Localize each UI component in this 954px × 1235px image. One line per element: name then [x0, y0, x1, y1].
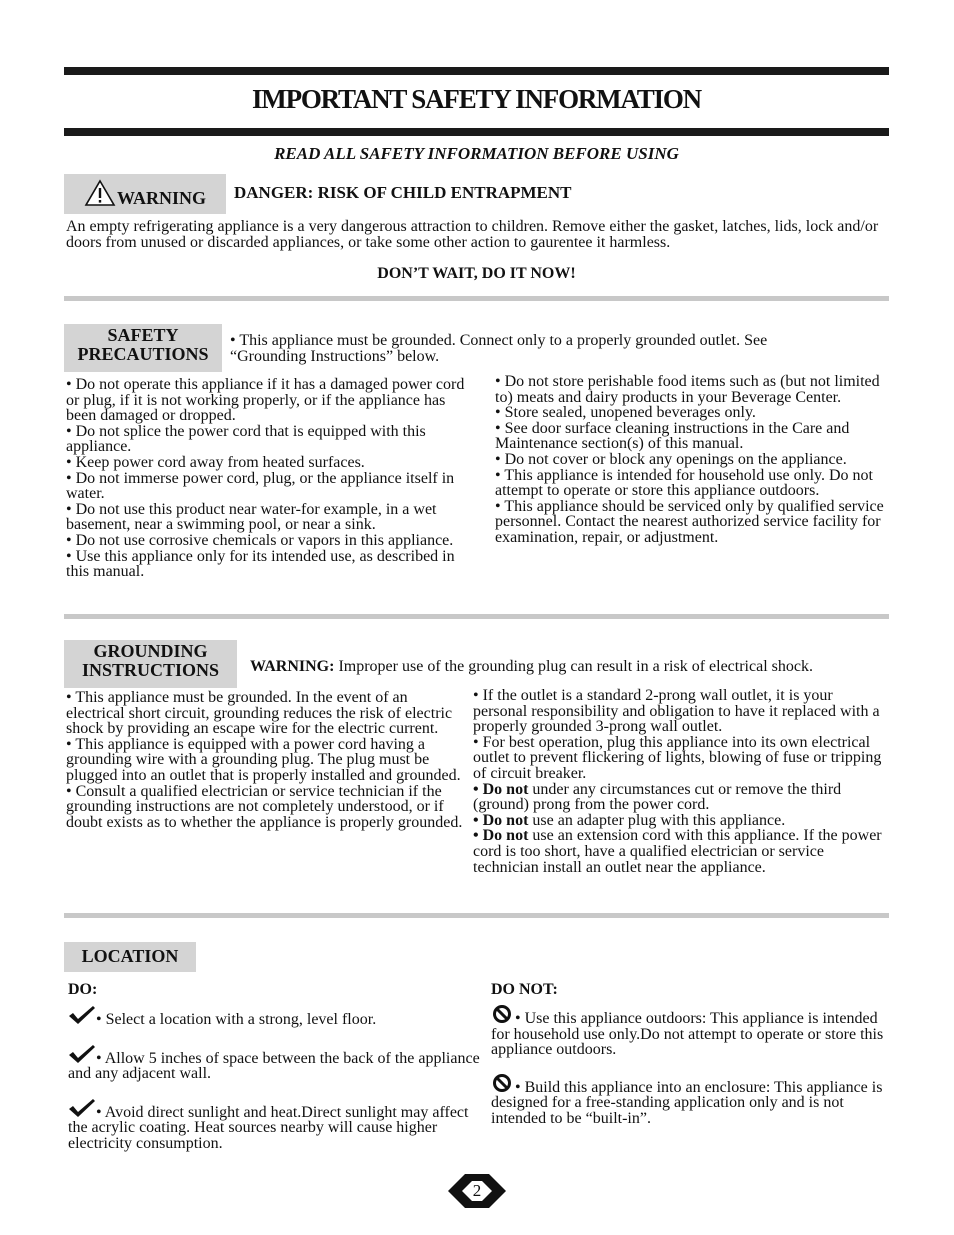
safety-right-list	[495, 374, 887, 546]
page-subtitle: READ ALL SAFETY INFORMATION BEFORE USING	[274, 144, 679, 163]
safety-label-line1: SAFETY	[107, 325, 179, 345]
checkmark-icon	[68, 1097, 96, 1119]
do-list	[68, 1004, 488, 1152]
grounding-warning	[250, 659, 890, 675]
warning-call-to-action: DON’T WAIT, DO IT NOW!	[377, 265, 576, 282]
do-not-emphasis: • Do not	[473, 827, 529, 845]
list-item: • Allow 5 inches of space between the back of the appliance and any adjacent wall.	[68, 1043, 488, 1082]
list-item: • See door surface cleaning instructions in the Care and Maintenance section(s) of this manual.	[495, 419, 850, 453]
warning-triangle-icon	[84, 179, 116, 207]
prohibited-icon	[491, 1073, 515, 1093]
grounding-label-line2: INSTRUCTIONS	[81, 660, 220, 680]
list-item: • Keep power cord away from heated surfaces.	[66, 453, 365, 471]
list-item: • Do not use an extension cord with this appliance. If the power cord is too short, have a qualified electrician or service technician install an outlet near the appliance.	[473, 827, 882, 876]
list-item: • Use this appliance outdoors: This appliance is intended for household use only.Do not attempt to operate or store this appliance outdoors.	[491, 1004, 886, 1058]
list-item: • Store sealed, unopened beverages only.	[495, 404, 756, 422]
list-item: • Do not use this product near water-for example, in a wet basement, near a swimming pool, or near a sink.	[66, 500, 437, 534]
list-item: • Select a location with a strong, level floor.	[68, 1004, 488, 1028]
do-not-emphasis: • Do not	[473, 780, 529, 798]
list-item: • Do not use corrosive chemicals or vapors in this appliance.	[66, 531, 454, 549]
do-not-emphasis: • Do not	[473, 811, 529, 829]
list-item: • This appliance is equipped with a power cord having a grounding wire with a grounding plug. The plug must be plugged into an outlet that is properly installed and grounded.	[66, 735, 461, 784]
list-item: • Do not splice the power cord that is equipped with this appliance.	[66, 422, 426, 456]
grounding-left-list	[66, 690, 466, 830]
title-rule	[64, 128, 889, 136]
list-item: • For best operation, plug this appliance into its own electrical outlet to prevent flickering of lights, blowing of fuse or tripping of circuit breaker.	[473, 733, 882, 782]
list-item: • Build this appliance into an enclosure: This appliance is designed for a free-standing application only and is not intended to be “built-in”.	[491, 1073, 886, 1127]
list-item: • Do not use an adapter plug with this appliance.	[473, 811, 786, 829]
page-title: IMPORTANT SAFETY INFORMATION	[252, 84, 701, 114]
page-number: 2	[472, 1181, 482, 1200]
list-item: • Do not cover or block any openings on the appliance.	[495, 450, 847, 468]
list-item: • Do not store perishable food items such as (but not limited to) meats and dairy products in your Beverage Center.	[495, 373, 880, 406]
grounding-warning-text: Improper use of the grounding plug can result in a risk of electrical shock.	[334, 658, 813, 675]
grounding-warning-label: WARNING:	[250, 658, 335, 675]
warning-text: An empty refrigerating appliance is a very dangerous attraction to children. Remove either the gasket, latches, lids, lock and/or doors from unused or discarded appliances, or take some other action to gaurentee it harmless.	[66, 218, 879, 251]
warning-heading: DANGER: RISK OF CHILD ENTRAPMENT	[234, 183, 572, 202]
section-divider	[64, 614, 889, 619]
top-rule	[64, 67, 889, 75]
grounding-instructions-label	[64, 640, 237, 688]
list-item: • This appliance must be grounded. In the event of an electrical short circuit, grounding reduces the risk of electric shock by providing an escape wire for the electric current.	[66, 689, 453, 738]
prohibited-icon	[491, 1004, 515, 1024]
list-item: • This appliance should be serviced only by qualified service personnel. Contact the nearest authorized service facility for examination, repair, or adjustment.	[495, 497, 884, 546]
safety-intro: • This appliance must be grounded. Connect only to a properly grounded outlet. See “Grounding Instructions” below.	[230, 332, 768, 365]
safety-precautions-label	[64, 324, 222, 372]
list-item: • Consult a qualified electrician or service technician if the grounding instructions are not completely understood, or if doubt exists as to whether the appliance is properly grounded.	[66, 782, 463, 831]
safety-label-line2: PRECAUTIONS	[77, 344, 209, 364]
location-label: LOCATION	[64, 942, 196, 972]
do-heading: DO:	[68, 981, 98, 998]
grounding-right-list	[473, 688, 888, 875]
warning-badge-label: WARNING	[117, 188, 207, 208]
list-item: • If the outlet is a standard 2-prong wall outlet, it is your personal responsibility and obligation to have it replaced with a properly grounded 3-prong wall outlet.	[473, 687, 880, 736]
grounding-label-line1: GROUNDING	[93, 641, 208, 661]
list-item: • Do not immerse power cord, plug, or the appliance itself in water.	[66, 469, 455, 503]
section-divider	[64, 913, 889, 918]
list-item: • This appliance is intended for household use only. Do not attempt to operate or store this appliance outdoors.	[495, 466, 873, 500]
page-number-badge	[446, 1173, 508, 1209]
list-item: • Avoid direct sunlight and heat.Direct sunlight may affect the acrylic coating. Heat sources nearby will cause higher electricity consumption.	[68, 1097, 488, 1152]
list-item: • Use this appliance only for its intended use, as described in this manual.	[66, 547, 455, 581]
checkmark-icon	[68, 1004, 96, 1026]
warning-badge	[64, 174, 226, 214]
list-item: • Do not under any circumstances cut or remove the third (ground) prong from the power cord.	[473, 780, 842, 814]
list-item: • Do not operate this appliance if it has a damaged power cord or plug, if it is not working properly, or if the appliance has been damaged or dropped.	[66, 376, 465, 425]
do-not-list	[491, 1004, 886, 1127]
section-divider	[64, 296, 889, 301]
checkmark-icon	[68, 1043, 96, 1065]
safety-left-list	[66, 377, 471, 580]
do-not-heading: DO NOT:	[491, 981, 558, 998]
